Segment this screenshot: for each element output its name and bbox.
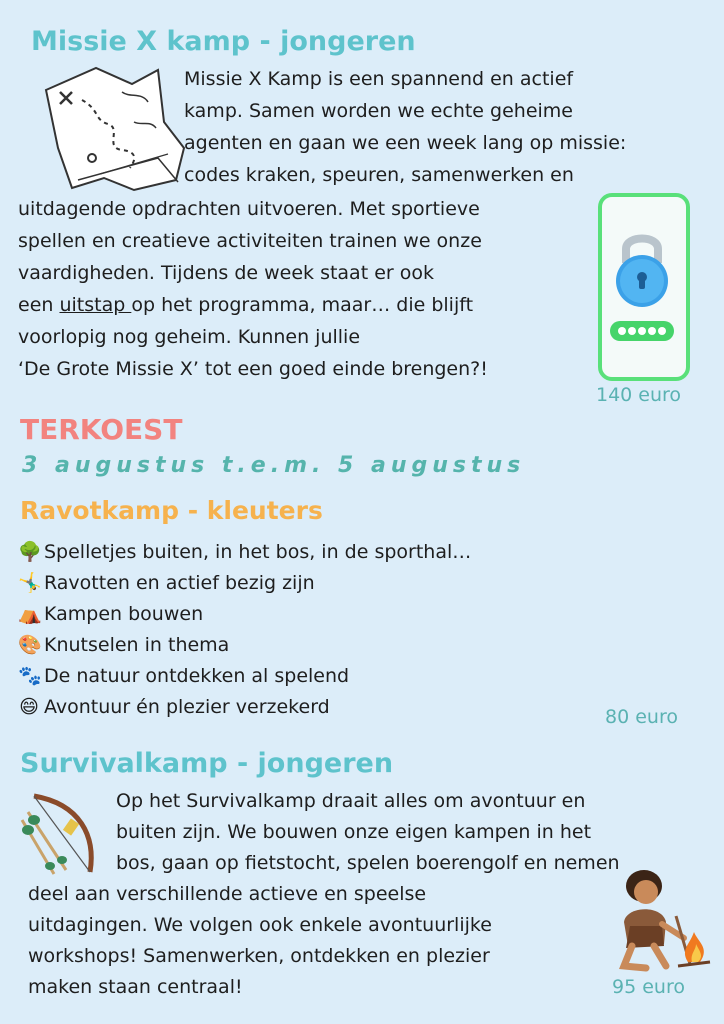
- terkoest-label: TERKOEST: [20, 413, 183, 446]
- paw-prints-icon: 🐾: [18, 665, 42, 687]
- treasure-map-icon: [38, 62, 190, 197]
- survival-text-bottom: [28, 879, 598, 1005]
- missie-title: Missie X kamp - jongeren: [31, 26, 416, 57]
- text-line: vaardigheden. Tijdens de week staat er ook: [18, 262, 434, 284]
- tree-icon: 🌳: [18, 541, 42, 563]
- ravot-title: Ravotkamp - kleuters: [20, 496, 323, 525]
- list-item: [18, 661, 349, 692]
- bow-arrows-icon: [20, 792, 100, 876]
- list-item: [18, 537, 471, 568]
- cartwheel-icon: 🤸‍♂️: [18, 572, 42, 594]
- list-item: [18, 568, 315, 599]
- list-item-text: Spelletjes buiten, in het bos, in de sporthal…: [44, 541, 472, 563]
- list-item-text: Kampen bouwen: [44, 603, 204, 625]
- text-line: uitdagende opdrachten uitvoeren. Met sportieve: [18, 198, 480, 220]
- text-line: Missie X Kamp is een spannend en actief: [184, 68, 574, 90]
- ravot-price: 80 euro: [605, 706, 678, 728]
- text-line: voorlopig nog geheim. Kunnen jullie: [18, 326, 361, 348]
- text-line: workshops! Samenwerken, ontdekken en plezier: [28, 945, 490, 967]
- list-item-text: Ravotten en actief bezig zijn: [44, 572, 315, 594]
- text-line: deel aan verschillende actieve en speelse: [28, 883, 427, 905]
- text-line: codes kraken, speuren, samenwerken en: [184, 164, 574, 186]
- survival-price: 95 euro: [612, 976, 685, 998]
- text-line: buiten zijn. We bouwen onze eigen kampen in het: [116, 821, 592, 843]
- text-line: bos, gaan op fietstocht, spelen boerengolf en nemen: [116, 852, 620, 874]
- text-line: maken staan centraal!: [28, 976, 243, 998]
- list-item: [18, 630, 229, 661]
- caveman-fire-icon: [606, 866, 714, 974]
- missie-text-bottom: [18, 194, 598, 384]
- tent-icon: ⛺: [18, 603, 42, 625]
- missie-text-top: [184, 64, 714, 188]
- missie-price: 140 euro: [596, 384, 682, 406]
- list-item-text: Avontuur én plezier verzekerd: [44, 696, 330, 718]
- text-fragment: op het programma, maar… die blijft: [131, 294, 474, 316]
- text-fragment: een: [18, 294, 60, 316]
- text-line: agenten en gaan we een week lang op missie:: [184, 132, 627, 154]
- list-item-text: Knutselen in thema: [44, 634, 230, 656]
- text-line: spellen en creatieve activiteiten trainen we onze: [18, 230, 482, 252]
- list-item-text: De natuur ontdekken al spelend: [44, 665, 350, 687]
- text-line: ‘De Grote Missie X’ tot een goed einde brengen?!: [18, 358, 488, 380]
- text-line: [18, 290, 473, 321]
- survival-title: Survivalkamp - jongeren: [20, 748, 394, 779]
- list-item: [18, 692, 330, 723]
- smile-icon: 😄: [19, 696, 39, 718]
- list-item: [18, 599, 203, 630]
- text-line: uitdagingen. We volgen ook enkele avontuurlijke: [28, 914, 492, 936]
- palette-icon: 🎨: [18, 634, 42, 656]
- phone-lock-icon: [598, 193, 692, 383]
- uitstap-link: uitstap: [59, 294, 132, 316]
- text-line: kamp. Samen worden we echte geheime: [184, 100, 573, 122]
- text-line: Op het Survivalkamp draait alles om avontuur en: [116, 790, 586, 812]
- terkoest-dates: 3 augustus t.e.m. 5 augustus: [22, 453, 526, 478]
